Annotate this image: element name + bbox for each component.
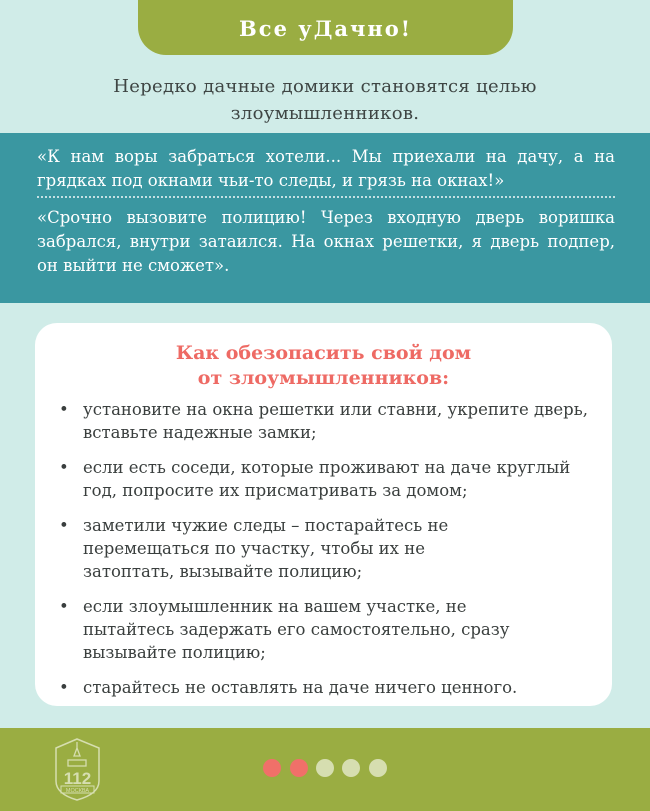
page-title: Все уДачно!	[138, 0, 513, 55]
logo-112-moscow-icon	[50, 736, 105, 802]
pagination-dot-5[interactable]	[369, 759, 387, 777]
dotted-divider	[37, 196, 615, 198]
footer	[0, 728, 650, 811]
tips-list	[55, 398, 595, 711]
svg-text:112: 112	[63, 769, 92, 788]
pagination-dot-4[interactable]	[342, 759, 360, 777]
pagination-dot-1[interactable]	[263, 759, 281, 777]
quote-2: «Срочно вызовите полицию! Через входную дверь воришка забрался, внутри затаился. На окнах решетки, я дверь подпер, он выйти не сможет».	[37, 208, 615, 275]
pagination-dot-2[interactable]	[290, 759, 308, 777]
intro-text: Нередко дачные домики становятся целью злоумышленников.	[113, 76, 537, 124]
list-item: • если есть соседи, которые проживают на даче круглый год, попросите их присматривать за домом;	[55, 456, 595, 502]
list-item: • установите на окна решетки или ставни, укрепите дверь, вставьте надежные замки;	[55, 398, 595, 444]
list-item: • если злоумышленник на вашем участке, не пытайтесь задержать его самостоятельно, сразу вызывайте полицию;	[55, 595, 523, 664]
quotes-band	[0, 133, 650, 303]
tips-title	[35, 341, 612, 391]
list-item: • старайтесь не оставлять на даче ничего ценного.	[55, 676, 595, 699]
quote-1: «К нам воры забраться хотели... Мы приехали на дачу, а на грядках под окнами чьи-то следы, и грязь на окнах!»	[37, 147, 615, 190]
tips-card	[35, 323, 612, 706]
pagination-dot-3[interactable]	[316, 759, 334, 777]
list-item: • заметили чужие следы – постарайтесь не перемещаться по участку, чтобы их не затоптать, вызывайте полицию;	[55, 514, 503, 583]
tips-title-line1: Как обезопасить свой дом	[175, 342, 472, 364]
svg-text:МОСКВА: МОСКВА	[65, 788, 90, 794]
tips-title-line2: от злоумышленников:	[197, 367, 450, 389]
